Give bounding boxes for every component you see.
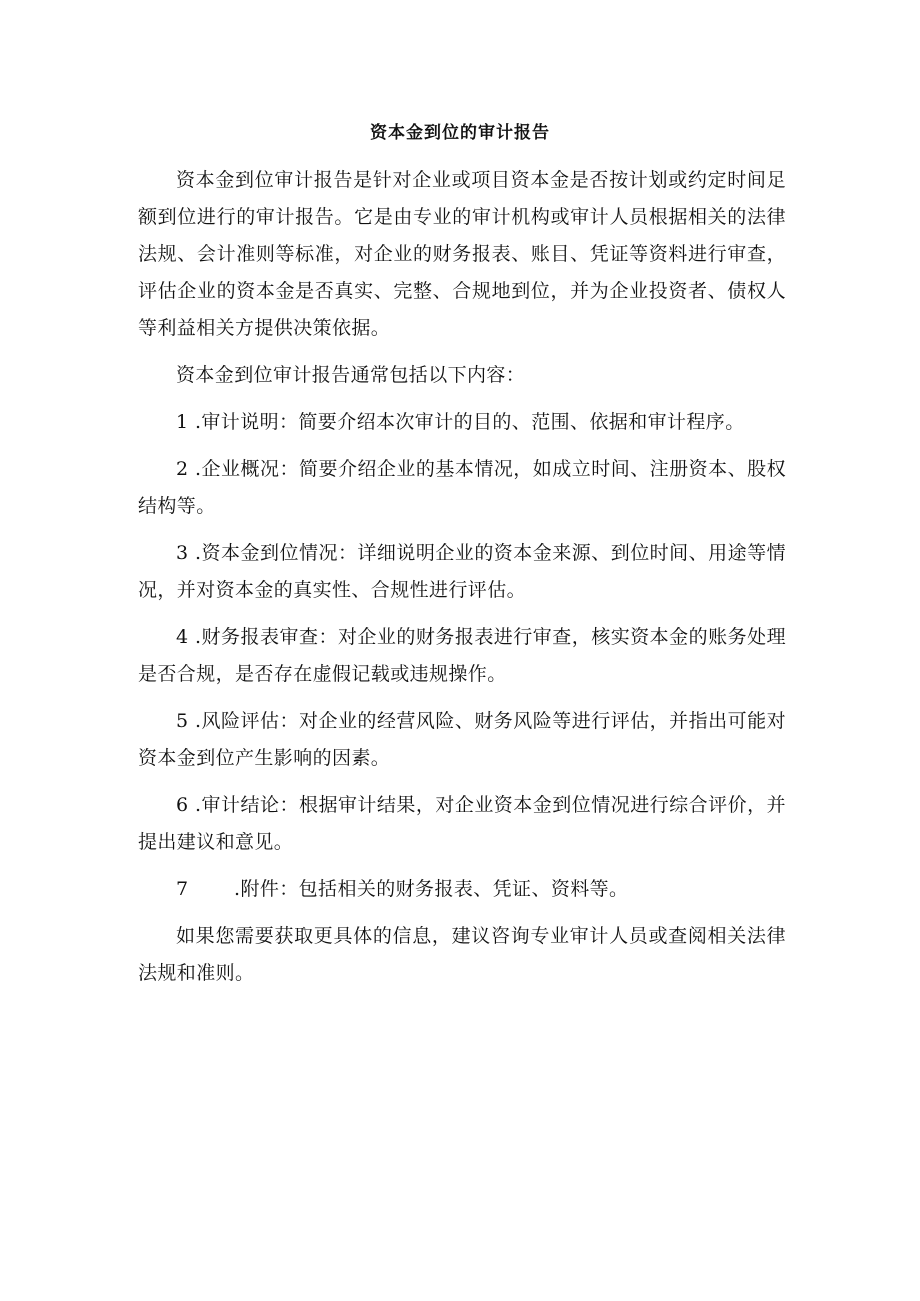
list-item bbox=[138, 404, 786, 441]
closing-paragraph: 如果您需要获取更具体的信息，建议咨询专业审计人员或查阅相关法律法规和准则。 bbox=[138, 925, 786, 984]
item-number: 7 bbox=[176, 878, 189, 900]
intro-paragraph: 资本金到位审计报告是针对企业或项目资本金是否按计划或约定时间足额到位进行的审计报告。它是由专业的审计机构或审计人员根据相关的法律法规、会计准则等标准，对企业的财务报表、账目、凭证等资料进行审查，评估企业的资本金是否真实、完整、合规地到位，并为企业投资者、债权人等利益相关方提供决策依据。 bbox=[138, 169, 786, 339]
document-body bbox=[138, 162, 786, 1002]
item-number: 4 bbox=[176, 626, 189, 648]
list-item bbox=[138, 787, 786, 861]
item-number: 1 bbox=[176, 411, 189, 433]
item-text: .风险评估：对企业的经营风险、财务风险等进行评估，并指出可能对资本金到位产生影响的因素。 bbox=[138, 710, 786, 769]
item-number: 6 bbox=[176, 794, 189, 816]
item-number: 3 bbox=[176, 542, 189, 564]
list-item bbox=[138, 703, 786, 777]
list-item bbox=[138, 619, 786, 693]
item-text: .附件：包括相关的财务报表、凭证、资料等。 bbox=[234, 878, 629, 900]
item-text: .财务报表审查：对企业的财务报表进行审查，核实资本金的账务处理是否合规，是否存在虚假记载或违规操作。 bbox=[138, 626, 786, 685]
item-text: .审计结论：根据审计结果，对企业资本金到位情况进行综合评价，并提出建议和意见。 bbox=[138, 794, 786, 853]
item-number: 2 bbox=[176, 458, 189, 480]
list-item bbox=[138, 871, 786, 908]
list-item bbox=[138, 535, 786, 609]
lead-in-paragraph: 资本金到位审计报告通常包括以下内容： bbox=[176, 364, 526, 386]
document-title: 资本金到位的审计报告 bbox=[370, 123, 550, 143]
item-number: 5 bbox=[176, 710, 189, 732]
list-item bbox=[138, 451, 786, 525]
item-text: .企业概况：简要介绍企业的基本情况，如成立时间、注册资本、股权结构等。 bbox=[138, 458, 786, 517]
item-text: .资本金到位情况：详细说明企业的资本金来源、到位时间、用途等情况，并对资本金的真实性、合规性进行评估。 bbox=[138, 542, 786, 601]
item-text: .审计说明：简要介绍本次审计的目的、范围、依据和审计程序。 bbox=[194, 411, 745, 433]
